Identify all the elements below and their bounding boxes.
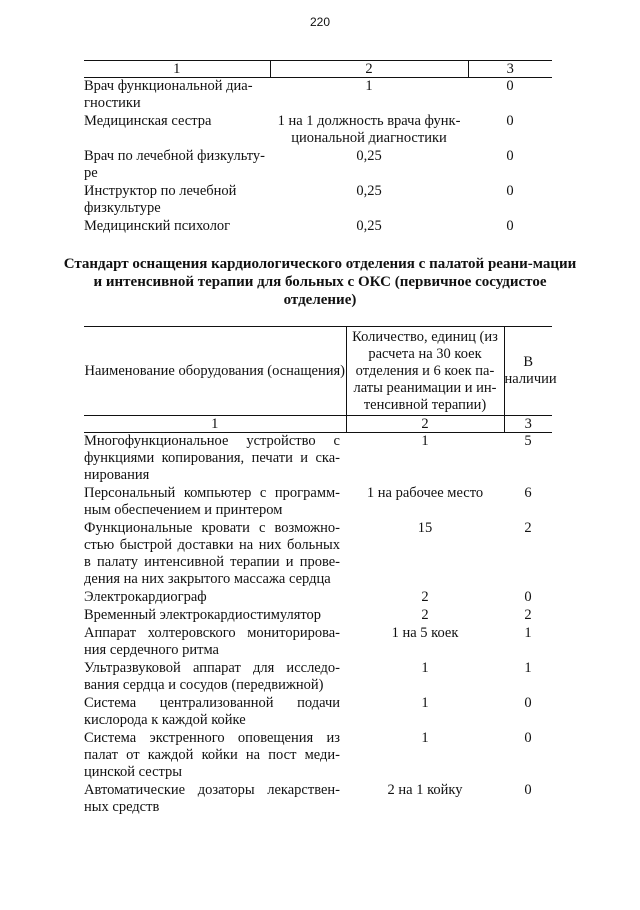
equipment-available: 1: [524, 625, 532, 641]
equipment-header-row: [84, 327, 552, 416]
equipment-row: [84, 625, 552, 660]
equipment-quantity: 1 на 5 коек: [391, 625, 459, 641]
equipment-name: Функциональные кровати с возможно-стью быстрой доставки на них больных в палату интенсивной терапии и прове-дения на них закрытого массажа сердца: [84, 520, 340, 587]
staff-row: [84, 78, 552, 114]
staff-quantity: 0,25: [356, 218, 382, 234]
staff-available: 0: [506, 218, 514, 234]
staff-position: Медицинская сестра: [84, 113, 212, 129]
equipment-name: Система экстренного оповещения из палат от каждой койки на пост меди-цинской сестры: [84, 730, 340, 780]
equipment-available: 6: [524, 485, 532, 501]
staff-column-numbers: [84, 61, 552, 78]
equipment-row: [84, 695, 552, 730]
equipment-name: Автоматические дозаторы лекарствен-ных средств: [84, 782, 340, 815]
staff-row: [84, 113, 552, 148]
equipment-quantity: 2 на 1 койку: [387, 782, 463, 798]
equipment-quantity: 1: [421, 660, 429, 676]
equipment-quantity: 1: [421, 695, 429, 711]
header-available: В наличии: [504, 327, 552, 416]
equipment-row: [84, 520, 552, 589]
equipment-quantity: 1: [421, 433, 429, 449]
header-quantity: Количество, единиц (из расчета на 30 коек отделения и 6 коек па-латы реанимации и ин-тенсивной терапии): [346, 327, 504, 416]
equipment-name: Система централизованной подачи кислорода к каждой койке: [84, 695, 340, 728]
staff-quantity: 0,25: [356, 148, 382, 164]
equipment-name: Ультразвуковой аппарат для исследо-вания сердца и сосудов (передвижной): [84, 660, 340, 693]
equipment-quantity: 2: [421, 589, 429, 605]
staff-row: [84, 218, 552, 236]
equipment-row: [84, 660, 552, 695]
page-number: 220: [309, 15, 331, 29]
staff-position: Инструктор по лечебной физкультуре: [84, 183, 237, 216]
header-equipment-name: Наименование оборудования (оснащения): [84, 327, 346, 416]
staff-col-number-1: 1: [84, 61, 270, 78]
staff-row: [84, 148, 552, 183]
equipment-row: [84, 485, 552, 520]
equip-col-number-1: 1: [84, 416, 346, 433]
equipment-available: 0: [524, 730, 532, 746]
staff-available: 0: [506, 78, 514, 94]
staff-quantity: 1 на 1 должность врача функ-циональной диагностики: [277, 113, 461, 146]
staff-position: Врач функциональной диа-гностики: [84, 78, 253, 111]
equipment-available: 0: [524, 695, 532, 711]
staff-available: 0: [506, 148, 514, 164]
equipment-row: [84, 607, 552, 625]
staff-quantity: 0,25: [356, 183, 382, 199]
equipment-available: 2: [524, 520, 532, 536]
staff-table: [84, 60, 552, 236]
section-title: Стандарт оснащения кардиологического отделения с палатой реани-мации и интенсивной терапии для больных с ОКС (первичное сосудистое отделение): [63, 256, 577, 308]
equipment-available: 0: [524, 589, 532, 605]
equipment-name: Электрокардиограф: [84, 589, 207, 605]
equipment-table: [84, 326, 557, 817]
equipment-name: Многофункциональное устройство с функциями копирования, печати и ска-нирования: [84, 433, 340, 483]
equipment-quantity: 2: [421, 607, 429, 623]
equipment-row: [84, 589, 552, 607]
equipment-row: [84, 433, 552, 486]
equipment-quantity: 1: [421, 730, 429, 746]
equipment-row: [84, 782, 552, 817]
equipment-quantity: 1 на рабочее место: [366, 485, 484, 501]
staff-position: Врач по лечебной физкульту-ре: [84, 148, 265, 181]
equipment-quantity: 15: [417, 520, 433, 536]
equip-col-number-3: 3: [504, 416, 552, 433]
staff-quantity: 1: [365, 78, 373, 94]
equipment-name: Персональный компьютер с программ-ным обеспечением и принтером: [84, 485, 340, 518]
equipment-available: 5: [524, 433, 532, 449]
equipment-name: Аппарат холтеровского мониторирова-ния сердечного ритма: [84, 625, 340, 658]
staff-available: 0: [506, 183, 514, 199]
equipment-available: 1: [524, 660, 532, 676]
equip-col-number-2: 2: [346, 416, 504, 433]
equipment-name: Временный электрокардиостимулятор: [84, 607, 322, 623]
equipment-available: 2: [524, 607, 532, 623]
staff-col-number-3: 3: [468, 61, 552, 78]
staff-available: 0: [506, 113, 514, 129]
equipment-available: 0: [524, 782, 532, 798]
equipment-row: [84, 730, 552, 782]
equipment-column-numbers: [84, 416, 552, 433]
staff-col-number-2: 2: [270, 61, 468, 78]
staff-position: Медицинский психолог: [84, 218, 231, 234]
staff-row: [84, 183, 552, 218]
